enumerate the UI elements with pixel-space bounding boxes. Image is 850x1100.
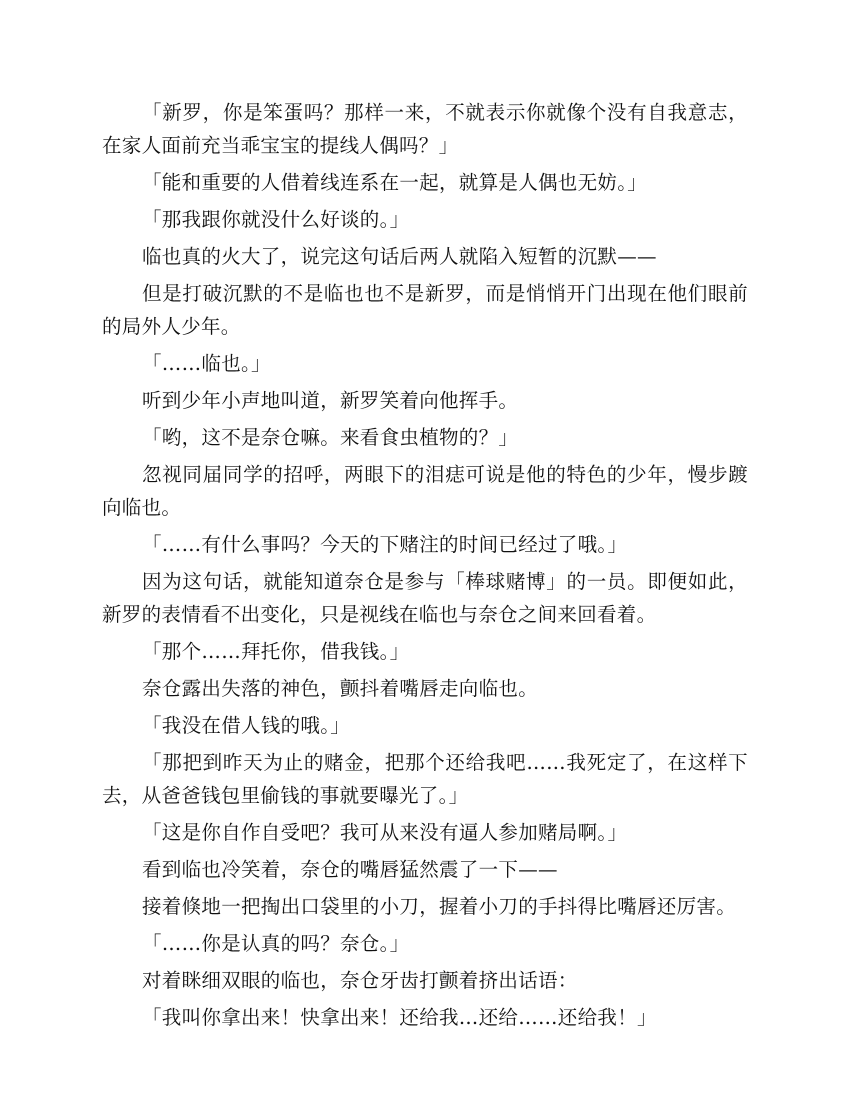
paragraph-19: 「……你是认真的吗？奈仓。」 <box>142 932 410 955</box>
paragraph-13: 奈仓露出失落的神色，颤抖着嘴唇走向临也。 <box>142 677 539 700</box>
paragraph-15: 「那把到昨天为止的赌金，把那个还给我吧……我死定了，在这样下去，从爸爸钱包里偷钱的事就要曝光了。」 <box>102 751 748 807</box>
paragraph-12: 「那个……拜托你，借我钱。」 <box>142 640 410 663</box>
body-text <box>102 96 748 1038</box>
paragraph-3: 「那我跟你就没什么好谈的。」 <box>142 208 410 231</box>
paragraph-11: 因为这句话，就能知道奈仓是参与「棒球赌博」的一员。即便如此，新罗的表情看不出变化，只是视线在临也与奈仓之间来回看着。 <box>102 570 748 626</box>
paragraph-7: 听到少年小声地叫道，新罗笑着向他挥手。 <box>142 389 519 412</box>
paragraph-5: 但是打破沉默的不是临也也不是新罗，而是悄悄开门出现在他们眼前的局外人少年。 <box>102 282 748 338</box>
paragraph-9: 忽视同届同学的招呼，两眼下的泪痣可说是他的特色的少年，慢步踱向临也。 <box>102 463 748 519</box>
paragraph-10: 「……有什么事吗？今天的下赌注的时间已经过了哦。」 <box>142 533 628 556</box>
paragraph-4: 临也真的火大了，说完这句话后两人就陷入短暂的沉默—— <box>142 245 657 268</box>
paragraph-20: 对着眯细双眼的临也，奈仓牙齿打颤着挤出话语： <box>142 969 578 992</box>
paragraph-17: 看到临也冷笑着，奈仓的嘴唇猛然震了一下—— <box>142 858 558 881</box>
paragraph-1: 「新罗，你是笨蛋吗？那样一来，不就表示你就像个没有自我意志，在家人面前充当乖宝宝的提线人偶吗？」 <box>102 101 748 157</box>
paragraph-14: 「我没在借人钱的哦。」 <box>142 714 351 737</box>
paragraph-21: 「我叫你拿出来！快拿出来！还给我…还给……还给我！」 <box>142 1006 657 1029</box>
paragraph-2: 「能和重要的人借着线连系在一起，就算是人偶也无妨。」 <box>142 171 648 194</box>
paragraph-18: 接着倏地一把掏出口袋里的小刀，握着小刀的手抖得比嘴唇还厉害。 <box>142 895 737 918</box>
paragraph-6: 「……临也。」 <box>142 352 271 375</box>
paragraph-8: 「哟，这不是奈仓嘛。来看食虫植物的？」 <box>142 426 519 449</box>
paragraph-16: 「这是你自作自受吧？我可从来没有逼人参加赌局啊。」 <box>142 821 628 844</box>
